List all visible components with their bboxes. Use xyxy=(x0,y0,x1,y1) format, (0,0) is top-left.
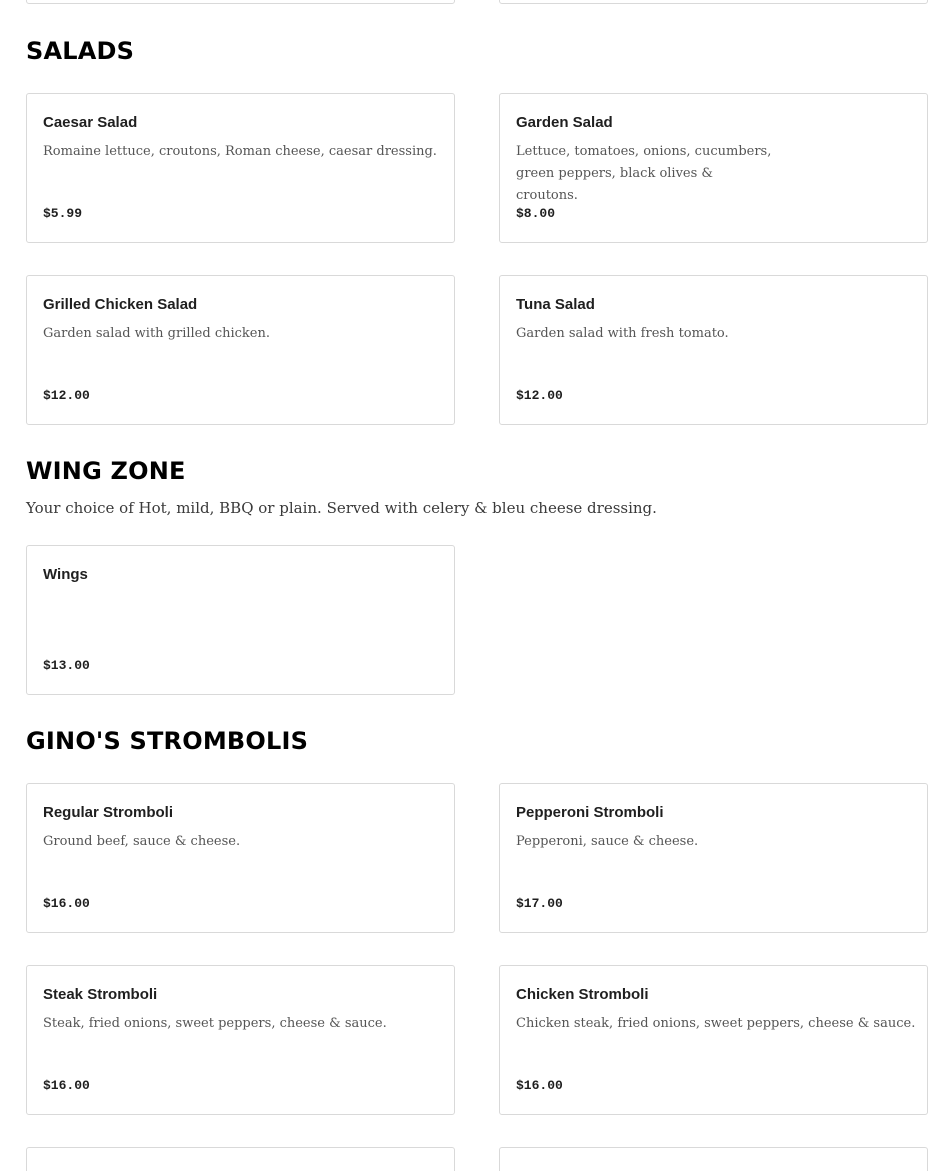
item-description: Steak, fried onions, sweet peppers, cheese & sauce. xyxy=(43,1016,387,1031)
item-price: $16.00 xyxy=(43,896,90,911)
item-name: Regular Stromboli xyxy=(43,804,174,821)
item-price: $12.00 xyxy=(43,388,90,403)
item-description: Lettuce, tomatoes, onions, cucumbers, green peppers, black olives & croutons. xyxy=(516,144,772,203)
item-price: $16.00 xyxy=(516,1078,563,1093)
section-title-wing-zone: WING ZONE xyxy=(26,457,186,485)
item-description: Pepperoni, sauce & cheese. xyxy=(516,834,699,849)
item-name: Grilled Chicken Salad xyxy=(43,296,198,313)
item-price: $12.00 xyxy=(516,388,563,403)
menu-item-steak-stromboli[interactable] xyxy=(26,965,455,1115)
item-price: $17.00 xyxy=(516,896,563,911)
section-subtitle: Your choice of Hot, mild, BBQ or plain. Served with celery & bleu cheese dressing. xyxy=(26,499,657,517)
item-name: Pepperoni Stromboli xyxy=(516,804,664,821)
item-description: Romaine lettuce, croutons, Roman cheese, caesar dressing. xyxy=(43,144,437,159)
item-name: Caesar Salad xyxy=(43,114,138,131)
section-title-salads: SALADS xyxy=(26,37,135,65)
item-description: Chicken steak, fried onions, sweet peppers, cheese & sauce. xyxy=(516,1016,916,1031)
menu-item-tuna-salad[interactable] xyxy=(499,275,928,425)
item-name: Tuna Salad xyxy=(516,296,595,313)
menu-item-garden-salad[interactable] xyxy=(499,93,928,243)
menu-item-card[interactable] xyxy=(499,0,928,4)
menu-item-pepperoni-stromboli[interactable] xyxy=(499,783,928,933)
item-name: Wings xyxy=(43,566,88,583)
item-price: $8.00 xyxy=(516,206,556,221)
item-price: $13.00 xyxy=(43,658,90,673)
menu-item-card[interactable] xyxy=(499,1147,928,1171)
item-name: Chicken Stromboli xyxy=(516,986,649,1003)
menu-item-wings[interactable] xyxy=(26,545,455,695)
item-price: $5.99 xyxy=(43,206,83,221)
menu-item-grilled-chicken-salad[interactable] xyxy=(26,275,455,425)
item-name: Garden Salad xyxy=(516,114,613,131)
menu-item-caesar-salad[interactable] xyxy=(26,93,455,243)
item-description: Ground beef, sauce & cheese. xyxy=(43,834,241,849)
item-description: Garden salad with grilled chicken. xyxy=(43,326,270,341)
menu-item-chicken-stromboli[interactable] xyxy=(499,965,928,1115)
item-price: $16.00 xyxy=(43,1078,90,1093)
section-title-strombolis: GINO'S STROMBOLIS xyxy=(26,727,309,755)
item-description: Garden salad with fresh tomato. xyxy=(516,326,729,341)
menu-item-card[interactable] xyxy=(26,0,455,4)
item-name: Steak Stromboli xyxy=(43,986,158,1003)
menu-item-card[interactable] xyxy=(26,1147,455,1171)
menu-item-regular-stromboli[interactable] xyxy=(26,783,455,933)
